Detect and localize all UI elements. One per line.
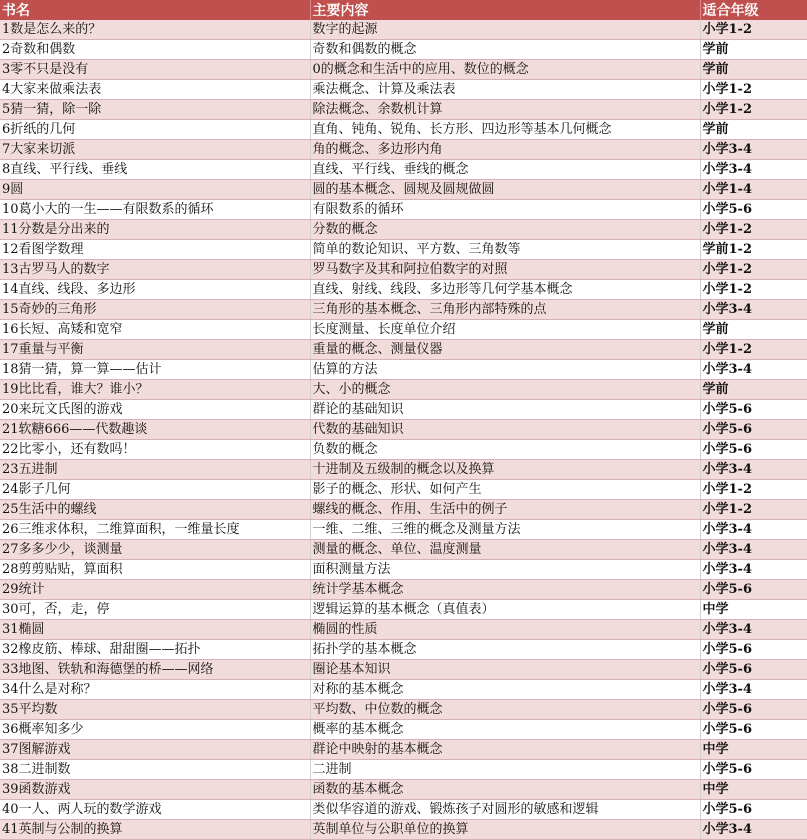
table-row <box>0 120 807 140</box>
cell-main-content[interactable]: 椭圆的性质 <box>310 620 700 640</box>
table-row <box>0 240 807 260</box>
table-row <box>0 760 807 780</box>
cell-grade[interactable]: 小学5-6 <box>700 640 807 660</box>
cell-grade[interactable]: 小学3-4 <box>700 140 807 160</box>
cell-main-content[interactable]: 分数的概念 <box>310 220 700 240</box>
cell-main-content[interactable]: 直角、钝角、锐角、长方形、四边形等基本几何概念 <box>310 120 700 140</box>
cell-book-title[interactable]: 20来玩文氏图的游戏 <box>0 400 310 420</box>
cell-book-title[interactable]: 36概率知多少 <box>0 720 310 740</box>
cell-grade[interactable]: 小学3-4 <box>700 560 807 580</box>
table-row <box>0 60 807 80</box>
cell-book-title[interactable]: 17重量与平衡 <box>0 340 310 360</box>
table-row <box>0 260 807 280</box>
table-row <box>0 180 807 200</box>
cell-main-content[interactable]: 有限数系的循环 <box>310 200 700 220</box>
cell-grade[interactable]: 小学5-6 <box>700 760 807 780</box>
cell-book-title[interactable]: 28剪剪贴贴，算面积 <box>0 560 310 580</box>
cell-main-content[interactable]: 乘法概念、计算及乘法表 <box>310 80 700 100</box>
table-row <box>0 660 807 680</box>
cell-grade[interactable]: 小学5-6 <box>700 400 807 420</box>
cell-book-title[interactable]: 39函数游戏 <box>0 780 310 800</box>
cell-main-content[interactable]: 逻辑运算的基本概念（真值表） <box>310 600 700 620</box>
cell-grade[interactable]: 小学1-2 <box>700 280 807 300</box>
cell-main-content[interactable]: 平均数、中位数的概念 <box>310 700 700 720</box>
cell-main-content[interactable]: 面积测量方法 <box>310 560 700 580</box>
cell-book-title[interactable]: 21软糖666——代数趣谈 <box>0 420 310 440</box>
cell-book-title[interactable]: 13古罗马人的数字 <box>0 260 310 280</box>
table-row <box>0 280 807 300</box>
table-row <box>0 480 807 500</box>
cell-grade[interactable]: 学前 <box>700 40 807 60</box>
header-main-content[interactable]: 主要内容 <box>310 0 700 20</box>
cell-grade[interactable]: 小学5-6 <box>700 700 807 720</box>
table-row <box>0 20 807 40</box>
cell-main-content[interactable]: 拓扑学的基本概念 <box>310 640 700 660</box>
table-row <box>0 100 807 120</box>
table-row <box>0 340 807 360</box>
cell-book-title[interactable]: 19比比看，谁大？谁小？ <box>0 380 310 400</box>
table-row <box>0 380 807 400</box>
cell-grade[interactable]: 小学1-2 <box>700 80 807 100</box>
cell-grade[interactable]: 小学3-4 <box>700 820 807 840</box>
table-row <box>0 220 807 240</box>
cell-book-title[interactable]: 23五进制 <box>0 460 310 480</box>
cell-grade[interactable]: 小学3-4 <box>700 160 807 180</box>
cell-book-title[interactable]: 10葛小大的一生——有限数系的循环 <box>0 200 310 220</box>
cell-book-title[interactable]: 22比零小，还有数吗！ <box>0 440 310 460</box>
cell-book-title[interactable]: 3零不只是没有 <box>0 60 310 80</box>
cell-grade[interactable]: 小学5-6 <box>700 200 807 220</box>
cell-main-content[interactable]: 重量的概念、测量仪器 <box>310 340 700 360</box>
table-row <box>0 140 807 160</box>
cell-book-title[interactable]: 1数是怎么来的？ <box>0 20 310 40</box>
cell-grade[interactable]: 小学1-2 <box>700 500 807 520</box>
cell-main-content[interactable]: 直线、射线、线段、多边形等几何学基本概念 <box>310 280 700 300</box>
cell-main-content[interactable]: 二进制 <box>310 760 700 780</box>
table-row <box>0 740 807 760</box>
cell-main-content[interactable]: 群论中映射的基本概念 <box>310 740 700 760</box>
table-row <box>0 700 807 720</box>
cell-grade[interactable]: 小学3-4 <box>700 360 807 380</box>
cell-main-content[interactable]: 英制单位与公职单位的换算 <box>310 820 700 840</box>
cell-grade[interactable]: 小学5-6 <box>700 420 807 440</box>
cell-main-content[interactable]: 测量的概念、单位、温度测量 <box>310 540 700 560</box>
cell-grade[interactable]: 小学5-6 <box>700 440 807 460</box>
table-row <box>0 160 807 180</box>
cell-book-title[interactable]: 6折纸的几何 <box>0 120 310 140</box>
cell-book-title[interactable]: 12看图学数理 <box>0 240 310 260</box>
table-row <box>0 460 807 480</box>
cell-book-title[interactable]: 7大家来切派 <box>0 140 310 160</box>
cell-book-title[interactable]: 31椭圆 <box>0 620 310 640</box>
table-row <box>0 680 807 700</box>
cell-grade[interactable]: 学前 <box>700 380 807 400</box>
table-row <box>0 820 807 840</box>
table-row <box>0 520 807 540</box>
header-grade[interactable]: 适合年级 <box>700 0 807 20</box>
cell-book-title[interactable]: 41英制与公制的换算 <box>0 820 310 840</box>
table-row <box>0 800 807 820</box>
cell-main-content[interactable]: 代数的基础知识 <box>310 420 700 440</box>
cell-grade[interactable]: 学前 <box>700 60 807 80</box>
cell-book-title[interactable]: 15奇妙的三角形 <box>0 300 310 320</box>
cell-grade[interactable]: 小学3-4 <box>700 680 807 700</box>
cell-main-content[interactable]: 对称的基本概念 <box>310 680 700 700</box>
cell-book-title[interactable]: 37图解游戏 <box>0 740 310 760</box>
table-row <box>0 720 807 740</box>
cell-main-content[interactable]: 简单的数论知识、平方数、三角数等 <box>310 240 700 260</box>
cell-grade[interactable]: 小学1-4 <box>700 180 807 200</box>
header-row <box>0 0 807 20</box>
cell-grade[interactable]: 小学3-4 <box>700 520 807 540</box>
cell-main-content[interactable]: 函数的基本概念 <box>310 780 700 800</box>
cell-main-content[interactable]: 一维、二维、三维的概念及测量方法 <box>310 520 700 540</box>
cell-main-content[interactable]: 奇数和偶数的概念 <box>310 40 700 60</box>
table-row <box>0 600 807 620</box>
table-row <box>0 420 807 440</box>
cell-book-title[interactable]: 27多多少少，谈测量 <box>0 540 310 560</box>
cell-main-content[interactable]: 估算的方法 <box>310 360 700 380</box>
cell-book-title[interactable]: 8直线、平行线、垂线 <box>0 160 310 180</box>
cell-main-content[interactable]: 直线、平行线、垂线的概念 <box>310 160 700 180</box>
cell-grade[interactable]: 小学3-4 <box>700 540 807 560</box>
cell-grade[interactable]: 小学3-4 <box>700 300 807 320</box>
table-row <box>0 40 807 60</box>
cell-main-content[interactable]: 大、小的概念 <box>310 380 700 400</box>
cell-book-title[interactable]: 16长短、高矮和宽窄 <box>0 320 310 340</box>
cell-main-content[interactable]: 数字的起源 <box>310 20 700 40</box>
table-row <box>0 440 807 460</box>
header-book-title[interactable]: 书名 <box>0 0 310 20</box>
table-row <box>0 360 807 380</box>
cell-book-title[interactable]: 14直线、线段、多边形 <box>0 280 310 300</box>
cell-grade[interactable]: 小学3-4 <box>700 460 807 480</box>
cell-book-title[interactable]: 24影子几何 <box>0 480 310 500</box>
cell-book-title[interactable]: 9圆 <box>0 180 310 200</box>
cell-grade[interactable]: 学前1-2 <box>700 240 807 260</box>
cell-grade[interactable]: 小学1-2 <box>700 260 807 280</box>
table-body <box>0 20 807 840</box>
cell-main-content[interactable]: 0的概念和生活中的应用、数位的概念 <box>310 60 700 80</box>
table-row <box>0 560 807 580</box>
table-row <box>0 780 807 800</box>
table-row <box>0 640 807 660</box>
cell-book-title[interactable]: 30可，否，走，停 <box>0 600 310 620</box>
cell-main-content[interactable]: 十进制及五级制的概念以及换算 <box>310 460 700 480</box>
table-row <box>0 500 807 520</box>
cell-main-content[interactable]: 罗马数字及其和阿拉伯数字的对照 <box>310 260 700 280</box>
table-row <box>0 200 807 220</box>
cell-main-content[interactable]: 除法概念、余数机计算 <box>310 100 700 120</box>
cell-grade[interactable]: 小学5-6 <box>700 800 807 820</box>
table-row <box>0 540 807 560</box>
cell-book-title[interactable]: 26三维求体积，二维算面积，一维量长度 <box>0 520 310 540</box>
cell-main-content[interactable]: 类似华容道的游戏、锻炼孩子对圆形的敏感和逻辑 <box>310 800 700 820</box>
cell-book-title[interactable]: 33地图、铁轨和海德堡的桥——网络 <box>0 660 310 680</box>
cell-main-content[interactable]: 影子的概念、形状、如何产生 <box>310 480 700 500</box>
cell-grade[interactable]: 小学3-4 <box>700 620 807 640</box>
cell-main-content[interactable]: 统计学基本概念 <box>310 580 700 600</box>
cell-grade[interactable]: 小学1-2 <box>700 100 807 120</box>
table-row <box>0 300 807 320</box>
cell-grade[interactable]: 学前 <box>700 320 807 340</box>
cell-book-title[interactable]: 25生活中的螺线 <box>0 500 310 520</box>
cell-grade[interactable]: 小学1-2 <box>700 340 807 360</box>
cell-main-content[interactable]: 圆的基本概念、圆规及圆规做圆 <box>310 180 700 200</box>
cell-main-content[interactable]: 概率的基本概念 <box>310 720 700 740</box>
cell-main-content[interactable]: 角的概念、多边形内角 <box>310 140 700 160</box>
table-row <box>0 620 807 640</box>
cell-grade[interactable]: 中学 <box>700 740 807 760</box>
cell-main-content[interactable]: 三角形的基本概念、三角形内部特殊的点 <box>310 300 700 320</box>
table-row <box>0 80 807 100</box>
table-row <box>0 400 807 420</box>
cell-main-content[interactable]: 圈论基本知识 <box>310 660 700 680</box>
cell-book-title[interactable]: 34什么是对称？ <box>0 680 310 700</box>
cell-book-title[interactable]: 35平均数 <box>0 700 310 720</box>
cell-book-title[interactable]: 32橡皮筋、棒球、甜甜圈——拓扑 <box>0 640 310 660</box>
cell-grade[interactable]: 中学 <box>700 600 807 620</box>
table-row <box>0 580 807 600</box>
cell-book-title[interactable]: 4大家来做乘法表 <box>0 80 310 100</box>
cell-grade[interactable]: 小学1-2 <box>700 220 807 240</box>
cell-grade[interactable]: 小学1-2 <box>700 20 807 40</box>
cell-book-title[interactable]: 11分数是分出来的 <box>0 220 310 240</box>
table-row <box>0 320 807 340</box>
cell-grade[interactable]: 小学5-6 <box>700 580 807 600</box>
cell-book-title[interactable]: 38二进制数 <box>0 760 310 780</box>
cell-grade[interactable]: 小学1-2 <box>700 480 807 500</box>
cell-grade[interactable]: 中学 <box>700 780 807 800</box>
cell-main-content[interactable]: 群论的基础知识 <box>310 400 700 420</box>
cell-book-title[interactable]: 29统计 <box>0 580 310 600</box>
cell-book-title[interactable]: 40一人、两人玩的数学游戏 <box>0 800 310 820</box>
cell-grade[interactable]: 小学5-6 <box>700 660 807 680</box>
cell-grade[interactable]: 学前 <box>700 120 807 140</box>
cell-main-content[interactable]: 螺线的概念、作用、生活中的例子 <box>310 500 700 520</box>
cell-grade[interactable]: 小学5-6 <box>700 720 807 740</box>
cell-book-title[interactable]: 2奇数和偶数 <box>0 40 310 60</box>
cell-main-content[interactable]: 长度测量、长度单位介绍 <box>310 320 700 340</box>
cell-main-content[interactable]: 负数的概念 <box>310 440 700 460</box>
cell-book-title[interactable]: 18猜一猜，算一算——估计 <box>0 360 310 380</box>
cell-book-title[interactable]: 5猜一猜，除一除 <box>0 100 310 120</box>
